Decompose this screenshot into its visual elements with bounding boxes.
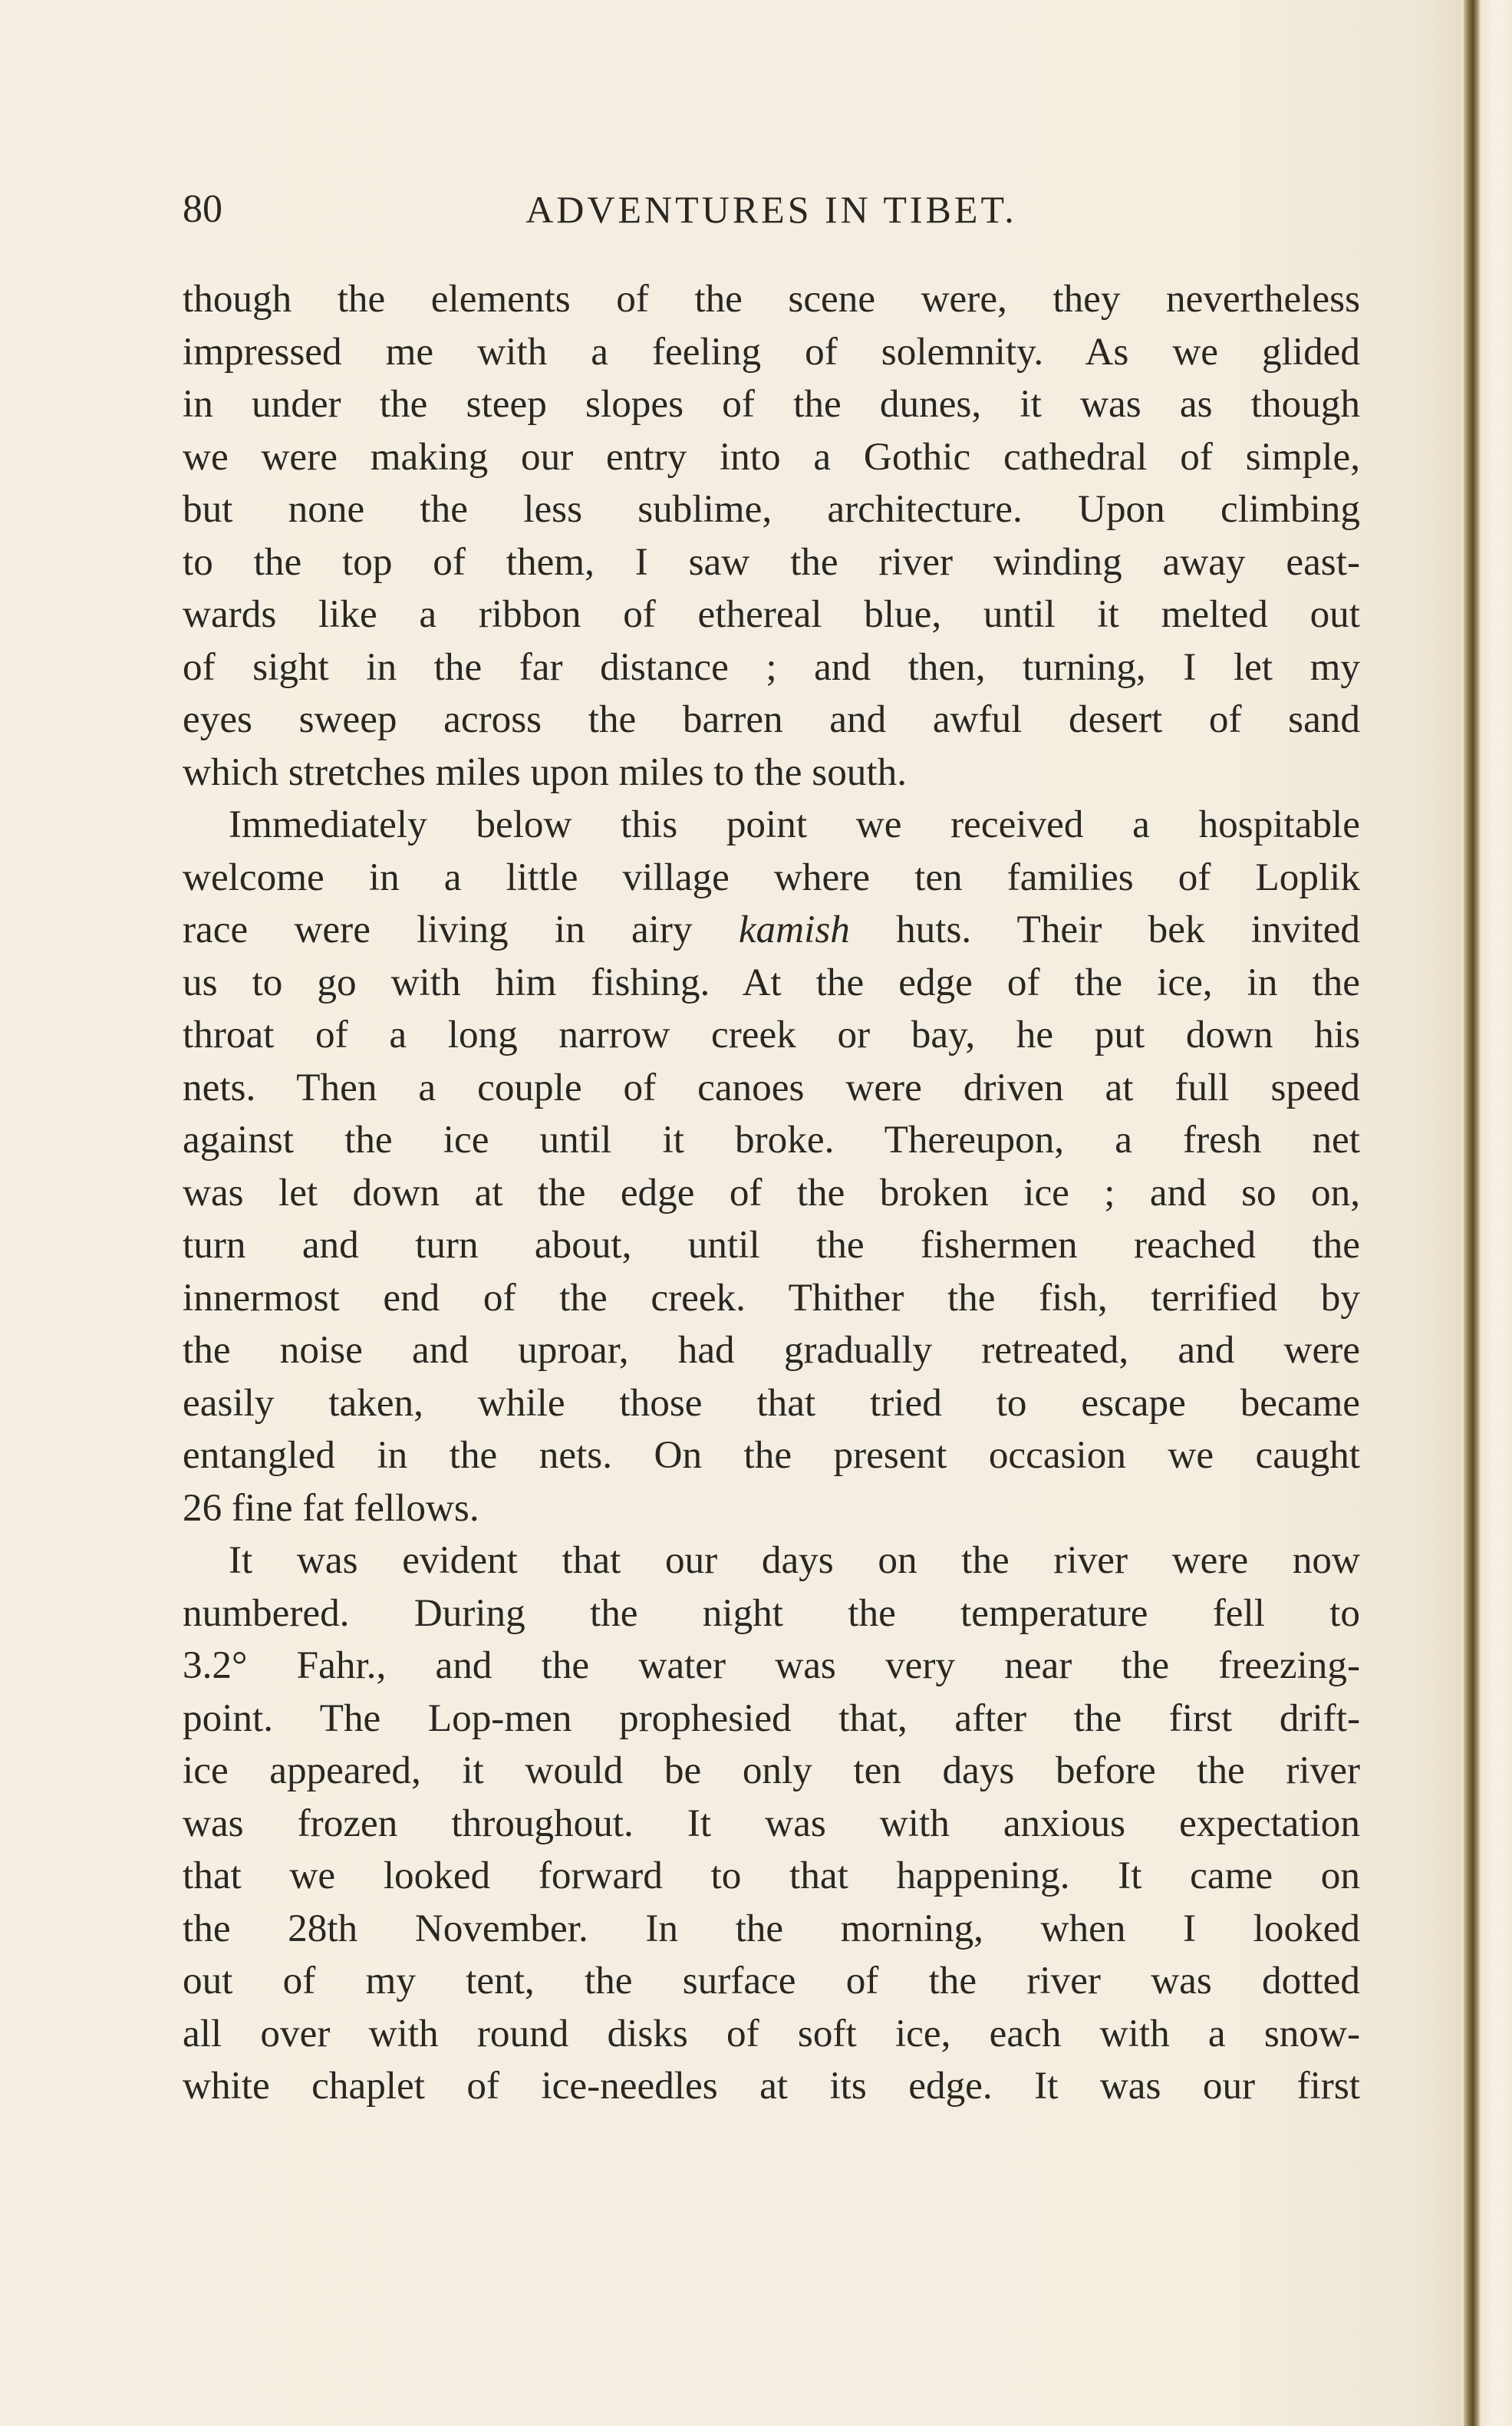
text-line: the noise and uproar, had gradually retreated, and were [183, 1328, 1360, 1372]
italic-word: kamish [738, 908, 850, 951]
text-line: innermost end of the creek. Thither the fish, terrified by [183, 1275, 1360, 1320]
text-line: nets. Then a couple of canoes were driven at full speed [183, 1065, 1360, 1109]
text-fragment: race were living in airy [183, 908, 739, 951]
page-binding-shadow [1464, 0, 1481, 2426]
text-line: wards like a ribbon of ethereal blue, until it melted out [183, 592, 1360, 636]
text-line: against the ice until it broke. Thereupon, a fresh net [183, 1118, 1360, 1162]
text-line: 3.2° Fahr., and the water was very near the freezing- [183, 1643, 1360, 1687]
body-text [183, 273, 1360, 2113]
text-line: impressed me with a feeling of solemnity. As we glided [183, 329, 1360, 374]
text-line: was let down at the edge of the broken ice ; and so on, [183, 1170, 1360, 1215]
text-line: It was evident that our days on the river were now [229, 1538, 1360, 1582]
text-line: entangled in the nets. On the present occasion we caught [183, 1433, 1360, 1477]
text-line: was frozen throughout. It was with anxious expectation [183, 1801, 1360, 1845]
page-edge [1481, 0, 1512, 2426]
running-title: ADVENTURES IN TIBET. [525, 188, 1017, 231]
text-line: out of my tent, the surface of the river was dotted [183, 1959, 1360, 2002]
text-line: welcome in a little village where ten families of Loplik [183, 855, 1360, 899]
text-line: Immediately below this point we received a hospitable [229, 803, 1360, 846]
text-line-with-italic [183, 904, 1360, 957]
text-line: of sight in the far distance ; and then, turning, I let my [183, 644, 1360, 689]
text-line: 26 fine fat fellows. [183, 1485, 479, 1530]
text-line: we were making our entry into a Gothic cathedral of simple, [183, 434, 1360, 479]
text-line: throat of a long narrow creek or bay, he put down his [183, 1013, 1360, 1056]
page-header [183, 183, 1360, 236]
text-line: which stretches miles upon miles to the south. [183, 750, 907, 794]
text-line: numbered. During the night the temperature fell to [183, 1590, 1360, 1635]
text-line: white chaplet of ice-needles at its edge. It was our first [183, 2064, 1360, 2108]
text-line: easily taken, while those that tried to escape became [183, 1380, 1360, 1425]
text-line: in under the steep slopes of the dunes, it was as though [183, 382, 1360, 426]
paragraph-3 [183, 1534, 1360, 2113]
text-line: that we looked forward to that happening. It came on [183, 1854, 1360, 1897]
text-line: to the top of them, I saw the river winding away east- [183, 539, 1360, 584]
text-line: eyes sweep across the barren and awful desert of sand [183, 697, 1360, 741]
text-line: us to go with him fishing. At the edge of the ice, in the [183, 960, 1360, 1004]
paragraph-2 [183, 799, 1360, 1534]
text-line: ice appeared, it would be only ten days before the river [183, 1749, 1360, 1792]
text-line: all over with round disks of soft ice, each with a snow- [183, 2011, 1360, 2055]
paragraph-1 [183, 273, 1360, 799]
text-line: though the elements of the scene were, they nevertheless [183, 277, 1360, 321]
page-number: 80 [183, 187, 222, 231]
text-line: but none the less sublime, architecture. Upon climbing [183, 487, 1360, 531]
text-fragment: huts. Their bek invited [849, 908, 1360, 951]
text-line: the 28th November. In the morning, when I looked [183, 1906, 1360, 1950]
text-line: turn and turn about, until the fishermen reached the [183, 1223, 1360, 1267]
text-line: point. The Lop-men prophesied that, after the first drift- [183, 1696, 1360, 1740]
